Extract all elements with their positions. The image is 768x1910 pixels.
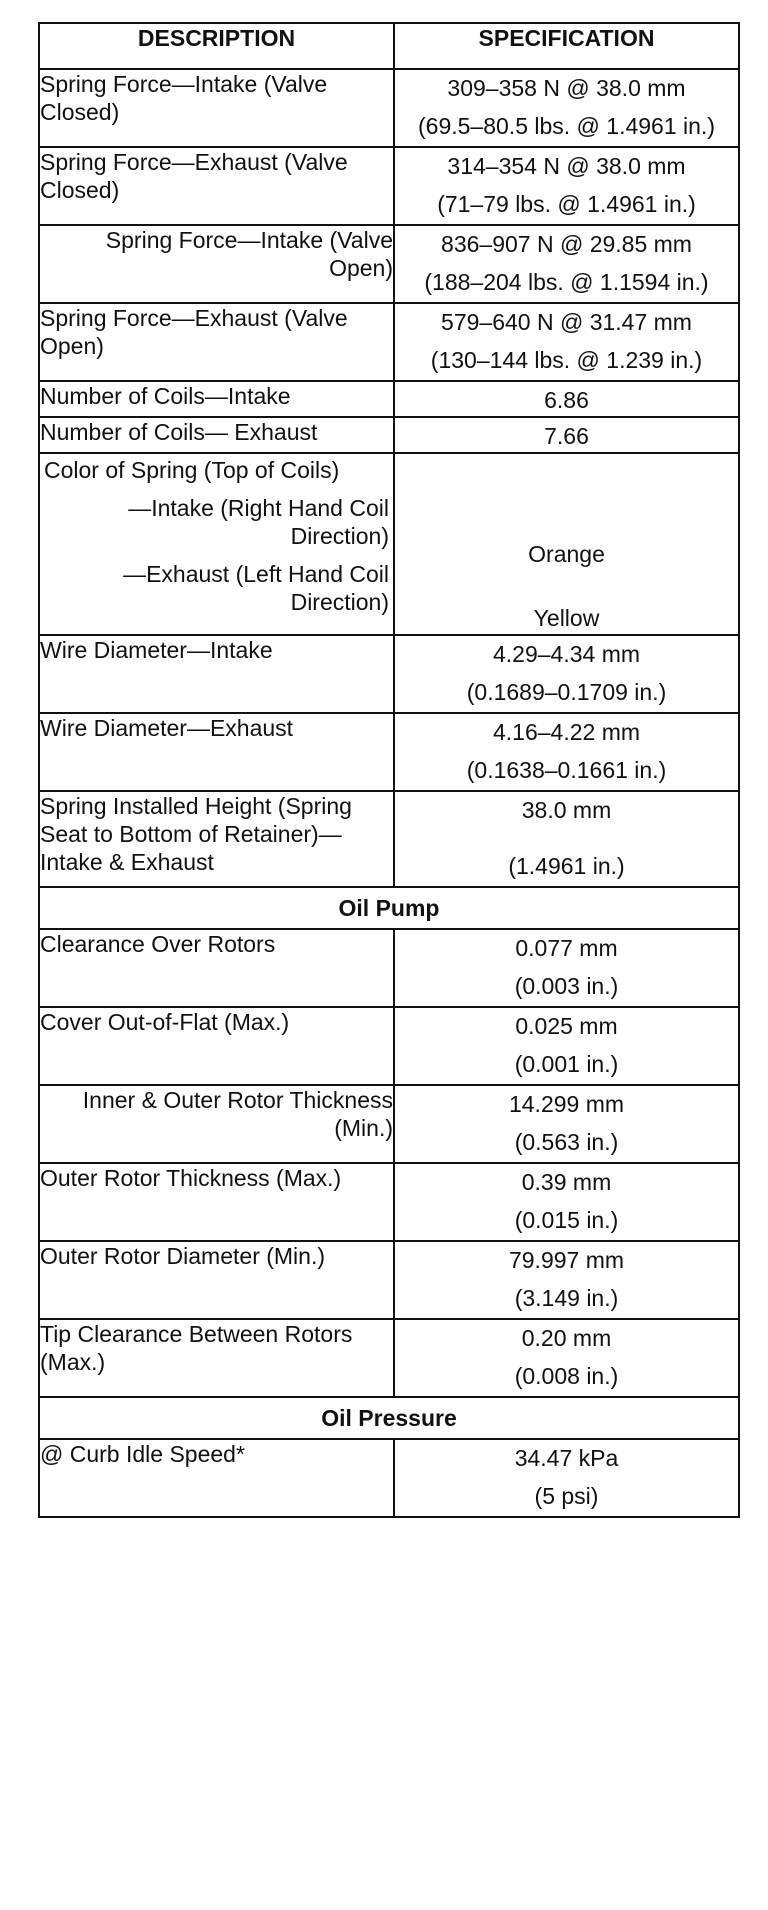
- spec-table: [38, 22, 740, 1518]
- row-specification: [394, 1085, 739, 1163]
- row-description: Outer Rotor Diameter (Min.): [39, 1241, 394, 1319]
- row-specification: [394, 453, 739, 635]
- spec-metric: 0.025 mm: [515, 1013, 618, 1039]
- table-row: [39, 929, 739, 1007]
- table-row: [39, 1241, 739, 1319]
- spec-metric: 836–907 N @ 29.85 mm: [441, 231, 692, 257]
- description-header: DESCRIPTION: [39, 23, 394, 69]
- row-description: Wire Diameter—Exhaust: [39, 713, 394, 791]
- spec-imperial: (71–79 lbs. @ 1.4961 in.): [437, 191, 696, 217]
- spec-metric: 4.16–4.22 mm: [492, 719, 641, 745]
- color-of-spring-label: Color of Spring (Top of Coils): [44, 457, 340, 483]
- section-row: [39, 887, 739, 929]
- intake-coil-label: —Intake (Right Hand Coil Direction): [128, 495, 389, 549]
- spec-imperial: (0.1638–0.1661 in.): [466, 757, 667, 783]
- exhaust-coil-label: —Exhaust (Left Hand Coil Direction): [123, 561, 389, 615]
- row-specification: [394, 1319, 739, 1397]
- intake-color-value: Orange: [528, 541, 605, 567]
- spec-metric: 309–358 N @ 38.0 mm: [447, 75, 686, 101]
- spec-metric: 4.29–4.34 mm: [492, 641, 641, 667]
- oil-pressure-heading: Oil Pressure: [39, 1397, 739, 1439]
- table-row: [39, 1007, 739, 1085]
- table-row: [39, 1319, 739, 1397]
- row-description: @ Curb Idle Speed*: [39, 1439, 394, 1517]
- table-row: [39, 713, 739, 791]
- spec-metric: 34.47 kPa: [514, 1445, 619, 1471]
- spec-imperial: (0.015 in.): [514, 1207, 619, 1233]
- row-description: Tip Clearance Between Rotors (Max.): [39, 1319, 394, 1397]
- row-description: Number of Coils— Exhaust: [39, 417, 394, 453]
- spec-metric: 0.077 mm: [515, 935, 618, 961]
- row-specification: [394, 713, 739, 791]
- row-specification: [394, 381, 739, 417]
- row-specification: [394, 147, 739, 225]
- row-specification: [394, 303, 739, 381]
- table-row: [39, 225, 739, 303]
- spec-value: 6.86: [544, 387, 589, 413]
- spec-imperial: (188–204 lbs. @ 1.1594 in.): [424, 269, 709, 295]
- table-row: [39, 303, 739, 381]
- spec-metric: 79.997 mm: [508, 1247, 625, 1273]
- spec-metric: 14.299 mm: [508, 1091, 625, 1117]
- spec-imperial: (0.563 in.): [514, 1129, 619, 1155]
- specification-header: SPECIFICATION: [394, 23, 739, 69]
- table-row: [39, 69, 739, 147]
- table-row: [39, 791, 739, 887]
- row-specification: [394, 929, 739, 1007]
- spec-metric: 579–640 N @ 31.47 mm: [441, 309, 692, 335]
- table-row: [39, 1085, 739, 1163]
- row-description: Inner & Outer Rotor Thickness (Min.): [39, 1085, 394, 1163]
- spec-imperial: (130–144 lbs. @ 1.239 in.): [430, 347, 703, 373]
- spec-imperial: (69.5–80.5 lbs. @ 1.4961 in.): [418, 113, 715, 139]
- table-row: [39, 635, 739, 713]
- spec-metric: 38.0 mm: [521, 797, 612, 823]
- row-description: Outer Rotor Thickness (Max.): [39, 1163, 394, 1241]
- row-description: Spring Force—Intake (Valve Closed): [39, 69, 394, 147]
- oil-pump-heading: Oil Pump: [39, 887, 739, 929]
- row-description: Spring Force—Exhaust (Valve Open): [39, 303, 394, 381]
- spec-metric: 0.20 mm: [521, 1325, 612, 1351]
- spec-imperial: (5 psi): [534, 1483, 599, 1509]
- table-row: [39, 453, 739, 635]
- row-specification: [394, 1439, 739, 1517]
- spec-imperial: (1.4961 in.): [508, 853, 625, 879]
- row-description: Cover Out-of-Flat (Max.): [39, 1007, 394, 1085]
- spec-metric: 0.39 mm: [521, 1169, 612, 1195]
- row-description: Spring Installed Height (Spring Seat to Bottom of Retainer)—Intake & Exhaust: [39, 791, 394, 887]
- table-row: [39, 1163, 739, 1241]
- row-description: [39, 453, 394, 635]
- row-description: Wire Diameter—Intake: [39, 635, 394, 713]
- row-specification: [394, 417, 739, 453]
- row-description: Clearance Over Rotors: [39, 929, 394, 1007]
- table-row: [39, 147, 739, 225]
- spec-value: 7.66: [544, 423, 589, 449]
- row-specification: [394, 1007, 739, 1085]
- table-row: [39, 1439, 739, 1517]
- exhaust-color-value: Yellow: [533, 605, 600, 631]
- row-description: Spring Force—Intake (Valve Open): [39, 225, 394, 303]
- spec-imperial: (3.149 in.): [514, 1285, 619, 1311]
- row-specification: [394, 1163, 739, 1241]
- row-specification: [394, 635, 739, 713]
- row-description: Spring Force—Exhaust (Valve Closed): [39, 147, 394, 225]
- row-specification: [394, 69, 739, 147]
- row-specification: [394, 225, 739, 303]
- section-row: [39, 1397, 739, 1439]
- spec-imperial: (0.003 in.): [514, 973, 619, 999]
- table-row: [39, 417, 739, 453]
- table-header: [39, 23, 739, 69]
- spec-imperial: (0.001 in.): [514, 1051, 619, 1077]
- row-specification: [394, 791, 739, 887]
- spec-imperial: (0.008 in.): [514, 1363, 619, 1389]
- row-specification: [394, 1241, 739, 1319]
- spec-metric: 314–354 N @ 38.0 mm: [447, 153, 686, 179]
- table-row: [39, 381, 739, 417]
- row-description: Number of Coils—Intake: [39, 381, 394, 417]
- spec-imperial: (0.1689–0.1709 in.): [466, 679, 667, 705]
